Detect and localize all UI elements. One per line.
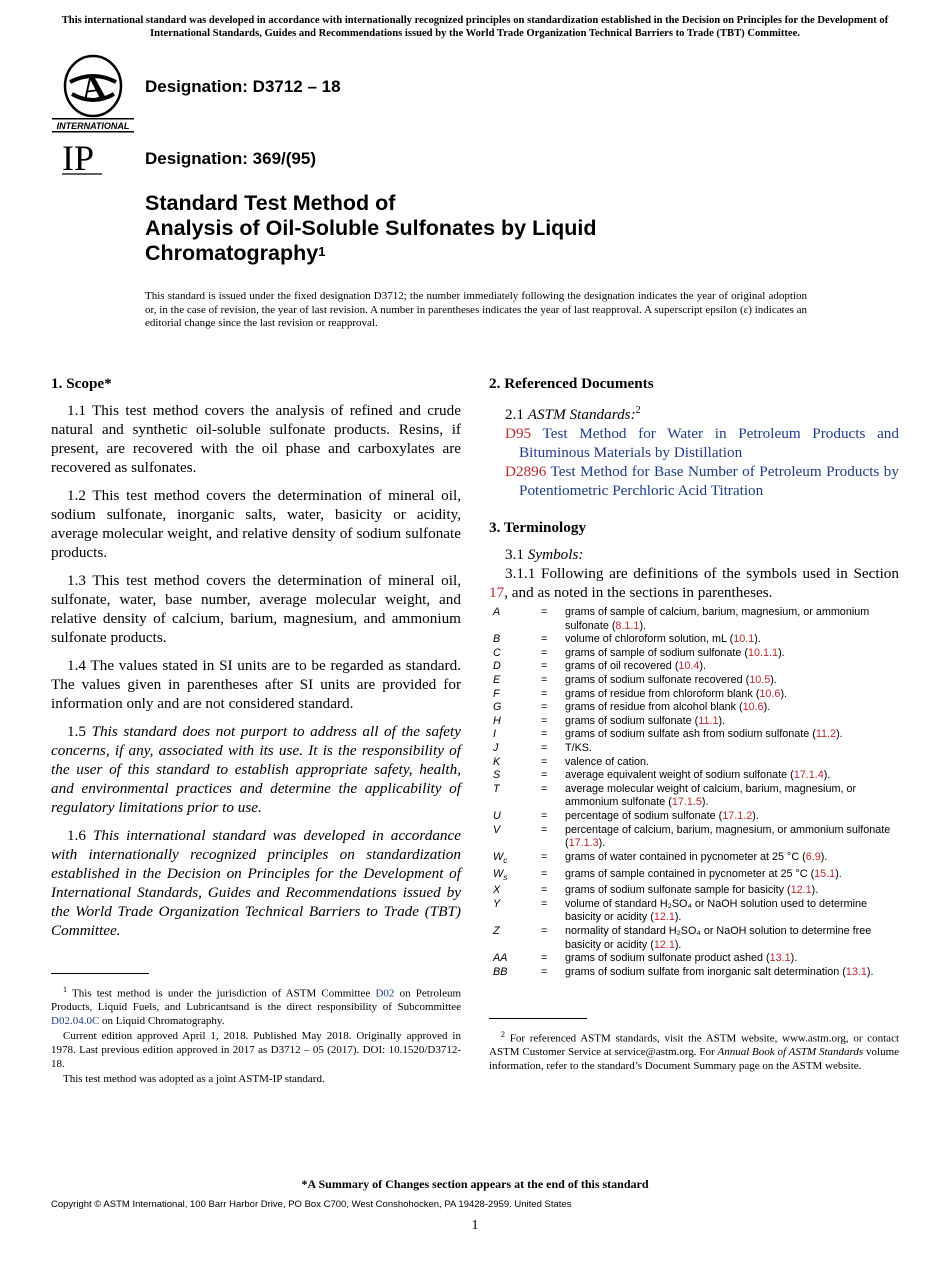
- reference-link-d2896[interactable]: D2896: [505, 463, 547, 481]
- symbol-key: [489, 606, 541, 633]
- symbol-equals: =: [541, 646, 548, 659]
- symbol-definition-text: grams of oil recovered (: [565, 660, 679, 673]
- symbol-row: [489, 606, 899, 633]
- referenced-heading: 2. Referenced Documents: [489, 375, 654, 392]
- symbol-definition-text: T/KS.: [565, 742, 592, 754]
- section-17-link[interactable]: 17: [489, 584, 505, 602]
- symbol-row: [489, 810, 899, 824]
- symbol-row: [489, 868, 899, 885]
- symbol-definition: [565, 715, 899, 729]
- terminology-text-b: , and as noted in the sections in parentheses.: [504, 584, 773, 602]
- symbol-key: [489, 868, 541, 885]
- footnote-2-mark: 2: [501, 1030, 505, 1039]
- footnote-rule-left: [51, 973, 149, 974]
- section-reference-link[interactable]: 12.1: [653, 938, 675, 951]
- symbol-key-text: B: [493, 633, 501, 646]
- symbol-equals: =: [541, 633, 548, 646]
- section-reference-link[interactable]: 15.1: [814, 867, 836, 880]
- footnote-1: [51, 983, 461, 1089]
- symbol-equals: =: [541, 782, 548, 795]
- astm-logo: [50, 52, 136, 134]
- footnote-1-text-a: This test method is under the jurisdiction of ASTM Committee: [71, 987, 371, 1000]
- symbol-definition-end: ).: [780, 687, 788, 700]
- symbol-row: [489, 647, 899, 661]
- symbol-key: [489, 742, 541, 756]
- symbol-key: [489, 966, 541, 980]
- symbol-definition-text: grams of sodium sulfonate sample for basicity (: [565, 884, 791, 897]
- symbol-row: [489, 851, 899, 868]
- scope-1-4: 1.4 The values stated in SI units are to be regarded as standard. The values given in parentheses after SI units are provided for information only and are not considered standard.: [51, 657, 461, 712]
- symbol-definition: [565, 688, 899, 702]
- symbols-label: Symbols:: [527, 546, 584, 564]
- title-line-1: Standard Test Method of: [145, 191, 396, 215]
- symbol-equals: =: [541, 674, 548, 687]
- symbol-definition-end: ).: [699, 660, 707, 673]
- section-reference-link[interactable]: 17.1.4: [793, 769, 824, 782]
- footnote-rule-right: [489, 1018, 587, 1019]
- section-reference-link[interactable]: 10.6: [742, 701, 764, 714]
- symbol-row: [489, 715, 899, 729]
- symbol-definition: [565, 884, 899, 898]
- section-reference-link[interactable]: 12.1: [790, 884, 812, 897]
- scope-1-5: [51, 722, 461, 817]
- symbol-key-text: F: [493, 687, 500, 700]
- terminology-3-1-1: [489, 564, 899, 602]
- symbol-definition: [565, 868, 899, 885]
- symbol-row: [489, 660, 899, 674]
- footnote-1-joint: This test method was adopted as a joint ASTM-IP standard.: [63, 1073, 325, 1086]
- symbol-definition: [565, 756, 899, 770]
- symbol-key-text: AA: [493, 952, 508, 965]
- symbol-definition-text: valence of cation.: [565, 755, 650, 768]
- symbol-equals: =: [541, 742, 548, 754]
- symbol-equals: =: [541, 660, 548, 673]
- symbol-definition: [565, 925, 899, 952]
- summary-of-changes-note: *A Summary of Changes section appears at the end of this standard: [301, 1177, 649, 1191]
- symbol-equals: =: [541, 687, 548, 700]
- reference-title-d2896[interactable]: Test Method for Base Number of Petroleum Products by Potentiometric Perchloric Acid Titration: [519, 463, 899, 500]
- symbol-definition: [565, 952, 899, 966]
- symbol-definition-text: grams of residue from chloroform blank (: [565, 687, 760, 700]
- symbol-definition-text: volume of chloroform solution, mL (: [565, 633, 734, 646]
- symbol-definition-end: ).: [763, 701, 771, 714]
- section-reference-link[interactable]: 13.1: [769, 952, 791, 965]
- symbol-key-text: U: [493, 809, 501, 822]
- symbol-definition-text: percentage of calcium, barium, magnesium, or ammonium sulfonate (: [565, 823, 891, 850]
- astm-standards-num: 2.1: [505, 406, 524, 424]
- symbol-definition-end: ).: [778, 646, 785, 659]
- symbol-definition-text: grams of sodium sulfonate (: [565, 714, 699, 727]
- symbol-key: [489, 898, 541, 925]
- issue-note: This standard is issued under the fixed designation D3712; the number immediately following the designation indicates the year of original adoption or, in the case of revision, the year of last revision. A number in parentheses indicates the year of last reapproval. A superscript epsilon (ε) indicates an editorial change since the last revision or reapproval.: [145, 290, 807, 330]
- symbol-definition-text: normality of standard H₂SO₄ or NaOH solution to determine free basicity or acidity (: [565, 925, 872, 951]
- symbol-row: [489, 952, 899, 966]
- title-footnote-mark: 1: [318, 244, 326, 259]
- symbol-definition-text: grams of sample of calcium, barium, magnesium, or ammonium sulfonate (: [565, 606, 870, 632]
- symbol-definition: [565, 810, 899, 824]
- footnote-2-text-b: volume information, refer to the standard’s Document Summary page on the ASTM website.: [489, 1046, 900, 1072]
- symbol-key: [489, 810, 541, 824]
- symbol-row: [489, 756, 899, 770]
- footnote-2: [489, 1028, 899, 1075]
- symbol-definition: [565, 660, 899, 674]
- scope-1-3: 1.3 This test method covers the determination of mineral oil, sulfonate, water, base number, average molecular weight, and relative density of calcium, barium, magnesium, and ammonium sulfonate products.: [51, 572, 461, 646]
- symbol-definition-text: average equivalent weight of sodium sulfonate (: [565, 769, 794, 782]
- page-number: 1: [471, 1218, 479, 1233]
- astm-standards-subheading: [489, 401, 899, 424]
- scope-1-6-num: 1.6: [67, 827, 86, 844]
- designation-ip: Designation: 369/(95): [145, 149, 316, 168]
- subcommittee-link[interactable]: D02.04.0C: [51, 1014, 100, 1027]
- section-reference-link[interactable]: 11.2: [815, 728, 837, 741]
- symbol-equals: =: [541, 925, 548, 938]
- symbol-definition-text: grams of sodium sulfate ash from sodium sulfonate (: [565, 728, 816, 741]
- symbol-row: [489, 824, 899, 851]
- symbol-key: [489, 925, 541, 952]
- symbol-definition: [565, 674, 899, 688]
- symbol-definition-text: volume of standard H₂SO₄ or NaOH solution used to determine basicity or acidity (: [565, 897, 868, 924]
- footnote-2-italic: Annual Book of ASTM Standards: [717, 1046, 864, 1059]
- section-reference-link[interactable]: 10.4: [678, 660, 700, 673]
- symbol-key: [489, 688, 541, 702]
- section-reference-link[interactable]: 17.1.3: [568, 837, 599, 850]
- symbols-num: 3.1: [505, 546, 524, 564]
- symbol-definition: [565, 728, 899, 742]
- symbol-definition-end: ).: [754, 633, 761, 646]
- section-reference-link[interactable]: 11.1: [698, 714, 719, 727]
- section-reference-link[interactable]: 6.9: [805, 850, 821, 863]
- symbol-definition-end: ).: [752, 809, 759, 822]
- symbol-definition-text: average molecular weight of calcium, barium, magnesium, or ammonium sulfonate (: [565, 782, 857, 809]
- symbol-key-text: G: [493, 701, 502, 714]
- symbol-definition-text: percentage of sodium sulfonate (: [565, 809, 723, 822]
- symbol-equals: =: [541, 823, 548, 836]
- svg-text:A: A: [78, 68, 109, 109]
- symbol-key: [489, 647, 541, 661]
- symbol-row: [489, 966, 899, 980]
- section-reference-link[interactable]: 10.6: [759, 687, 781, 700]
- symbol-row: [489, 688, 899, 702]
- symbol-key: [489, 783, 541, 810]
- symbol-key-text: V: [493, 823, 501, 836]
- scope-1-5-num: 1.5: [67, 723, 86, 740]
- scope-1-5-text: This standard does not purport to address all of the safety concerns, if any, associated with its use. It is the responsibility of the user of this standard to establish appropriate safety, health, and environmental practices and determine the applicability of regulatory limitations prior to use.: [51, 723, 462, 816]
- symbol-key-text: A: [493, 606, 501, 619]
- symbol-equals: =: [541, 867, 548, 880]
- section-reference-link[interactable]: 8.1.1: [615, 619, 640, 632]
- title-line-3: Chromatography: [145, 241, 319, 265]
- symbol-definition-end: ).: [823, 769, 831, 782]
- astm-standards-label: ASTM Standards:: [527, 406, 636, 424]
- symbol-equals: =: [541, 884, 548, 897]
- symbol-definition-text: grams of sample of sodium sulfonate (: [565, 646, 749, 659]
- symbol-equals: =: [541, 755, 548, 768]
- symbol-row: [489, 884, 899, 898]
- astm-logo-text: INTERNATIONAL: [56, 121, 130, 131]
- document-title: [145, 191, 865, 266]
- symbol-equals: =: [541, 728, 548, 741]
- symbol-definition-text: grams of residue from alcohol blank (: [565, 701, 743, 714]
- symbol-key-text: H: [493, 714, 501, 727]
- section-reference-link[interactable]: 10.1.1: [748, 646, 779, 659]
- symbol-definition: [565, 769, 899, 783]
- symbol-key: [489, 715, 541, 729]
- symbol-definition-end: ).: [718, 714, 726, 727]
- symbol-equals: =: [541, 714, 548, 727]
- top-notice: This international standard was developed in accordance with internationally recognized principles on standardization established in the Decision on Principles for the Development of International Standards, Guides and Recommendations issued by the World Trade Organization Technical Barriers to Trade (TBT) Committee.: [61, 15, 889, 39]
- scope-1-6-text: This international standard was developed in accordance with internationally recognized principles on standardization established in the Decision on Principles for the Development of International Standards, Guides and Recommendations issued by the World Trade Organization Technical Barriers to Trade (TBT) Committee.: [51, 827, 462, 939]
- symbol-key: [489, 769, 541, 783]
- symbol-key: [489, 824, 541, 851]
- symbol-key-text: J: [493, 742, 499, 754]
- symbol-definition-end: ).: [674, 911, 682, 924]
- symbol-definition-end: ).: [790, 952, 798, 965]
- reference-title-d95[interactable]: Test Method for Water in Petroleum Products and Bituminous Materials by Distillation: [519, 425, 899, 462]
- symbol-key-text: W: [493, 867, 504, 880]
- left-column: [51, 374, 461, 949]
- designation-astm: Designation: D3712 – 18: [145, 77, 341, 96]
- symbol-definition-text: grams of sodium sulfonate recovered (: [565, 674, 750, 687]
- symbol-definition-end: ).: [835, 867, 842, 880]
- footnote-1-text-b: on Petroleum Products, Liquid Fuels, and Lubricantsand is the direct responsibility of Subcommittee: [51, 987, 462, 1014]
- symbol-definition: [565, 851, 899, 868]
- terminology-text-a: 3.1.1 Following are definitions of the symbols used in Section: [505, 565, 899, 583]
- section-reference-link[interactable]: 17.1.2: [722, 809, 753, 822]
- symbol-key: [489, 674, 541, 688]
- section-reference-link[interactable]: 17.1.5: [671, 796, 702, 809]
- scope-1-1: 1.1 This test method covers the analysis of refined and crude natural and synthetic oil-soluble sulfonate products. Resins, if present, are recovered with the oil phase and carboxylates are recovered as sulfonates.: [51, 402, 461, 476]
- symbol-definition: [565, 783, 899, 810]
- scope-1-6: [51, 826, 461, 940]
- footnote-1-edition: Current edition approved April 1, 2018. Published May 2018. Originally approved in 1978. Last previous edition approved in 2017 as D3712 – 05 (2017). DOI: 10.1520/D3712-18.: [51, 1030, 461, 1070]
- symbol-key-text: BB: [493, 965, 508, 978]
- ip-logo: [58, 136, 106, 178]
- symbol-equals: =: [541, 965, 548, 978]
- copyright: Copyright © ASTM International, 100 Barr Harbor Drive, PO Box C700, West Conshohocken, PA 19428-2959. United States: [51, 1199, 572, 1210]
- section-reference-link[interactable]: 13.1: [845, 965, 867, 978]
- symbol-row: [489, 769, 899, 783]
- scope-heading: 1. Scope*: [51, 375, 112, 392]
- symbol-key-text: K: [493, 755, 501, 768]
- symbol-key-text: Y: [493, 897, 501, 910]
- symbol-row: [489, 728, 899, 742]
- symbol-definition-end: ).: [820, 850, 828, 863]
- symbol-definition: [565, 606, 899, 633]
- section-reference-link[interactable]: 10.1: [733, 633, 755, 646]
- symbol-definition-end: ).: [770, 674, 777, 687]
- symbol-key-text: I: [493, 728, 496, 741]
- symbol-key: [489, 851, 541, 868]
- symbol-key: [489, 633, 541, 647]
- symbol-key: [489, 756, 541, 770]
- symbol-key: [489, 660, 541, 674]
- symbol-equals: =: [541, 850, 548, 863]
- terminology-heading: 3. Terminology: [489, 519, 587, 537]
- symbol-key-subscript: c: [503, 855, 508, 865]
- title-line-2: Analysis of Oil-Soluble Sulfonates by Liquid: [145, 216, 597, 240]
- symbol-definition: [565, 633, 899, 647]
- symbol-key-text: T: [493, 782, 500, 795]
- symbol-equals: =: [541, 606, 548, 619]
- symbol-key: [489, 952, 541, 966]
- symbol-row: [489, 701, 899, 715]
- footnote-1-text-c: on Liquid Chromatography.: [102, 1014, 225, 1027]
- symbol-definition: [565, 701, 899, 715]
- symbol-row: [489, 898, 899, 925]
- symbol-key-text: D: [493, 660, 501, 673]
- symbol-definition: [565, 966, 899, 980]
- symbol-definition: [565, 742, 899, 756]
- symbol-key-text: X: [493, 884, 501, 897]
- symbol-definition: [565, 647, 899, 661]
- symbol-definition-text: grams of sodium sulfate from inorganic salt determination (: [565, 965, 846, 978]
- symbol-key-text: E: [493, 674, 501, 687]
- scope-1-2: 1.2 This test method covers the determination of mineral oil, sodium sulfonate, inorganic salts, water, basicity or acidity, average molecular weight, and relative density of sodium sulfonate products.: [51, 487, 461, 561]
- symbol-equals: =: [541, 897, 548, 910]
- symbol-row: [489, 925, 899, 952]
- right-column: [489, 374, 899, 979]
- section-reference-link[interactable]: 10.5: [749, 674, 771, 687]
- reference-link-d95[interactable]: D95: [505, 425, 532, 443]
- symbol-equals: =: [541, 701, 548, 714]
- symbol-equals: =: [541, 769, 548, 782]
- symbol-key-subscript: s: [503, 872, 508, 882]
- symbol-definition-end: ).: [701, 796, 709, 809]
- symbol-definition-end: ).: [866, 965, 874, 978]
- symbol-row: [489, 742, 899, 756]
- footnote-2-text-a: For referenced ASTM standards, visit the ASTM website, www.astm.org, or contact ASTM Customer Service at service@astm.org. For: [489, 1032, 900, 1059]
- symbol-definition-text: grams of sample contained in pycnometer at 25 °C (: [565, 867, 815, 880]
- symbol-definition-end: ).: [836, 728, 843, 741]
- symbol-definition-end: ).: [811, 884, 819, 897]
- symbol-key-text: W: [493, 850, 504, 863]
- symbol-equals: =: [541, 952, 548, 965]
- symbol-key: [489, 884, 541, 898]
- symbol-row: [489, 783, 899, 810]
- symbol-key-text: S: [493, 769, 501, 782]
- symbol-definition-text: grams of water contained in pycnometer at 25 °C (: [565, 850, 806, 863]
- symbol-key-text: C: [493, 646, 501, 659]
- symbol-equals: =: [541, 809, 548, 822]
- symbol-key-text: Z: [493, 925, 500, 938]
- symbol-key: [489, 728, 541, 742]
- symbol-definition: [565, 824, 899, 851]
- symbol-row: [489, 633, 899, 647]
- footnote-1-mark: 1: [63, 985, 67, 994]
- symbol-definition-text: grams of sodium sulfonate product ashed (: [565, 952, 770, 965]
- symbol-definition-end: ).: [639, 619, 647, 632]
- symbol-definition-end: ).: [674, 938, 682, 951]
- symbol-key: [489, 701, 541, 715]
- section-reference-link[interactable]: 12.1: [653, 911, 675, 924]
- reference-d95: [489, 424, 899, 462]
- symbol-definition: [565, 898, 899, 925]
- ip-logo-text: IP: [62, 138, 95, 178]
- symbol-row: [489, 674, 899, 688]
- symbols-subheading: [489, 545, 899, 564]
- committee-link-d02[interactable]: D02: [375, 987, 395, 1000]
- astm-standards-footnote-mark: 2: [635, 405, 641, 416]
- symbol-list: [489, 606, 899, 979]
- symbol-definition-end: ).: [598, 837, 606, 850]
- reference-d2896: [489, 462, 899, 500]
